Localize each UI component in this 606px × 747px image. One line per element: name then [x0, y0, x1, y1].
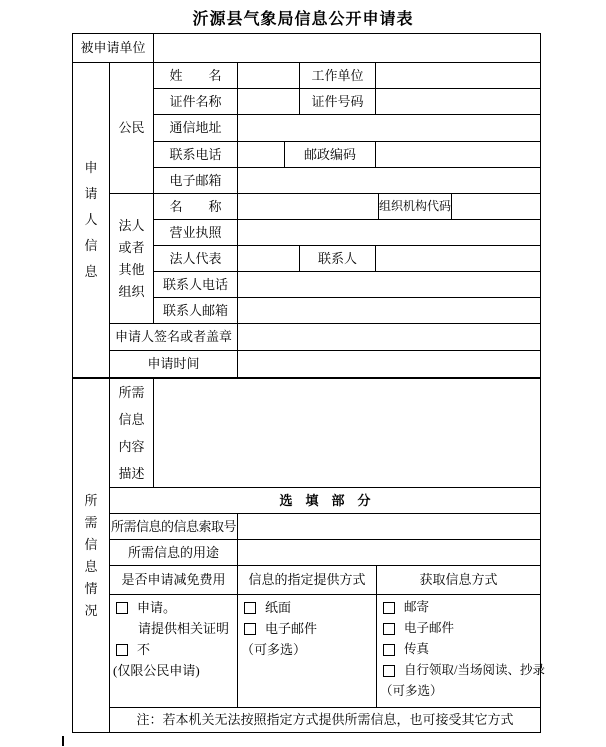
org-code-label: 组织机构代码 [378, 193, 451, 219]
postal-code-label: 邮政编码 [284, 141, 375, 167]
purpose-value[interactable] [237, 539, 540, 565]
option-apply-proof-note [110, 618, 237, 639]
obtain-method-header: 获取信息方式 [376, 565, 540, 594]
info-section-side-label: 所需信息情况 [73, 377, 109, 732]
option-label: （可多选） [380, 684, 443, 698]
note-row: 注：若本机关无法按照指定方式提供所需信息，也可接受其它方式 [109, 707, 540, 732]
option-label: 电子邮件 [265, 620, 318, 636]
id-number-label: 证件号码 [299, 88, 375, 114]
org-name-value[interactable] [237, 193, 378, 219]
applied-unit-label: 被申请单位 [80, 40, 146, 56]
text-cursor [62, 736, 64, 746]
option-multi-select-note [238, 639, 376, 660]
postal-code-value[interactable] [375, 141, 540, 167]
contact-email-label: 联系人邮箱 [153, 297, 237, 323]
signature-label: 申请人签名或者盖章 [109, 323, 237, 350]
phone-label: 联系电话 [153, 141, 237, 167]
business-license-value[interactable] [237, 219, 540, 245]
legal-rep-value[interactable] [237, 245, 299, 271]
checkbox-no-reduction-icon[interactable] [116, 644, 128, 656]
content-desc-value[interactable] [153, 377, 540, 487]
provide-method-options [237, 594, 376, 707]
page-title: 沂源县气象局信息公开申请表 [192, 11, 414, 28]
org-code-value[interactable] [451, 193, 540, 219]
signature-value[interactable] [237, 323, 540, 350]
citizen-group-label: 公民 [109, 62, 153, 193]
work-unit-value[interactable] [375, 62, 540, 88]
name-label: 姓 名 [153, 62, 237, 88]
address-value[interactable] [237, 114, 540, 141]
contact-email-value[interactable] [237, 297, 540, 323]
option-label: 自行领取/当场阅读、抄录 [404, 663, 545, 677]
option-label: 不 [137, 641, 151, 657]
request-number-label: 所需信息的信息索取号 [109, 513, 237, 539]
id-number-value[interactable] [375, 88, 540, 114]
option-mail[interactable] [377, 597, 540, 618]
option-label: 请提供相关证明 [138, 620, 230, 636]
option-label: 申请。 [137, 599, 177, 615]
option-label: 邮寄 [404, 600, 430, 614]
contact-person-label: 联系人 [299, 245, 375, 271]
fee-reduction-header: 是否申请减免费用 [109, 565, 237, 594]
checkbox-paper-icon[interactable] [244, 602, 256, 614]
option-multi-select-note [377, 681, 540, 702]
checkbox-mail-icon[interactable] [383, 602, 395, 614]
application-form-table [72, 33, 545, 733]
option-email-obtain[interactable] [377, 618, 540, 639]
checkbox-apply-reduction-icon[interactable] [116, 602, 128, 614]
contact-phone-value[interactable] [237, 271, 540, 297]
checkbox-self-pickup-icon[interactable] [383, 665, 395, 677]
provide-method-header: 信息的指定提供方式 [237, 565, 376, 594]
contact-person-value[interactable] [375, 245, 540, 271]
work-unit-label: 工作单位 [299, 62, 375, 88]
name-value[interactable] [237, 62, 299, 88]
id-name-label: 证件名称 [153, 88, 237, 114]
option-label: 电子邮件 [404, 621, 455, 635]
checkbox-fax-icon[interactable] [383, 644, 395, 656]
legal-rep-label: 法人代表 [153, 245, 237, 271]
option-citizen-only-note [110, 660, 237, 681]
id-name-value[interactable] [237, 88, 299, 114]
org-name-label: 名 称 [153, 193, 237, 219]
option-email-provide[interactable] [238, 618, 376, 639]
checkbox-email-obtain-icon[interactable] [383, 623, 395, 635]
apply-time-label: 申请时间 [109, 350, 237, 377]
apply-time-value[interactable] [237, 350, 540, 377]
applicant-info-side-label: 申请人信息 [73, 62, 109, 377]
fee-reduction-options [109, 594, 237, 707]
option-label: （可多选） [241, 641, 307, 657]
option-label: 传真 [404, 642, 430, 656]
phone-value[interactable] [237, 141, 284, 167]
business-license-label: 营业执照 [153, 219, 237, 245]
request-number-value[interactable] [237, 513, 540, 539]
obtain-method-options [376, 594, 545, 707]
applied-unit-value[interactable] [153, 34, 540, 62]
option-fax[interactable] [377, 639, 540, 660]
purpose-label: 所需信息的用途 [109, 539, 237, 565]
option-paper[interactable] [238, 597, 376, 618]
optional-part-header: 选 填 部 分 [109, 487, 540, 513]
contact-phone-label: 联系人电话 [153, 271, 237, 297]
legal-org-group-label: 法人或者其他组织 [109, 193, 153, 323]
checkbox-email-provide-icon[interactable] [244, 623, 256, 635]
option-label: 纸面 [265, 599, 292, 615]
content-desc-label: 所需信息内容描述 [109, 377, 153, 487]
option-apply-reduction[interactable] [110, 597, 237, 618]
email-value[interactable] [237, 167, 540, 193]
option-self-pickup[interactable] [377, 660, 545, 681]
option-no-reduction[interactable] [110, 639, 237, 660]
option-label: (仅限公民申请) [113, 662, 200, 678]
email-label: 电子邮箱 [153, 167, 237, 193]
address-label: 通信地址 [153, 114, 237, 141]
